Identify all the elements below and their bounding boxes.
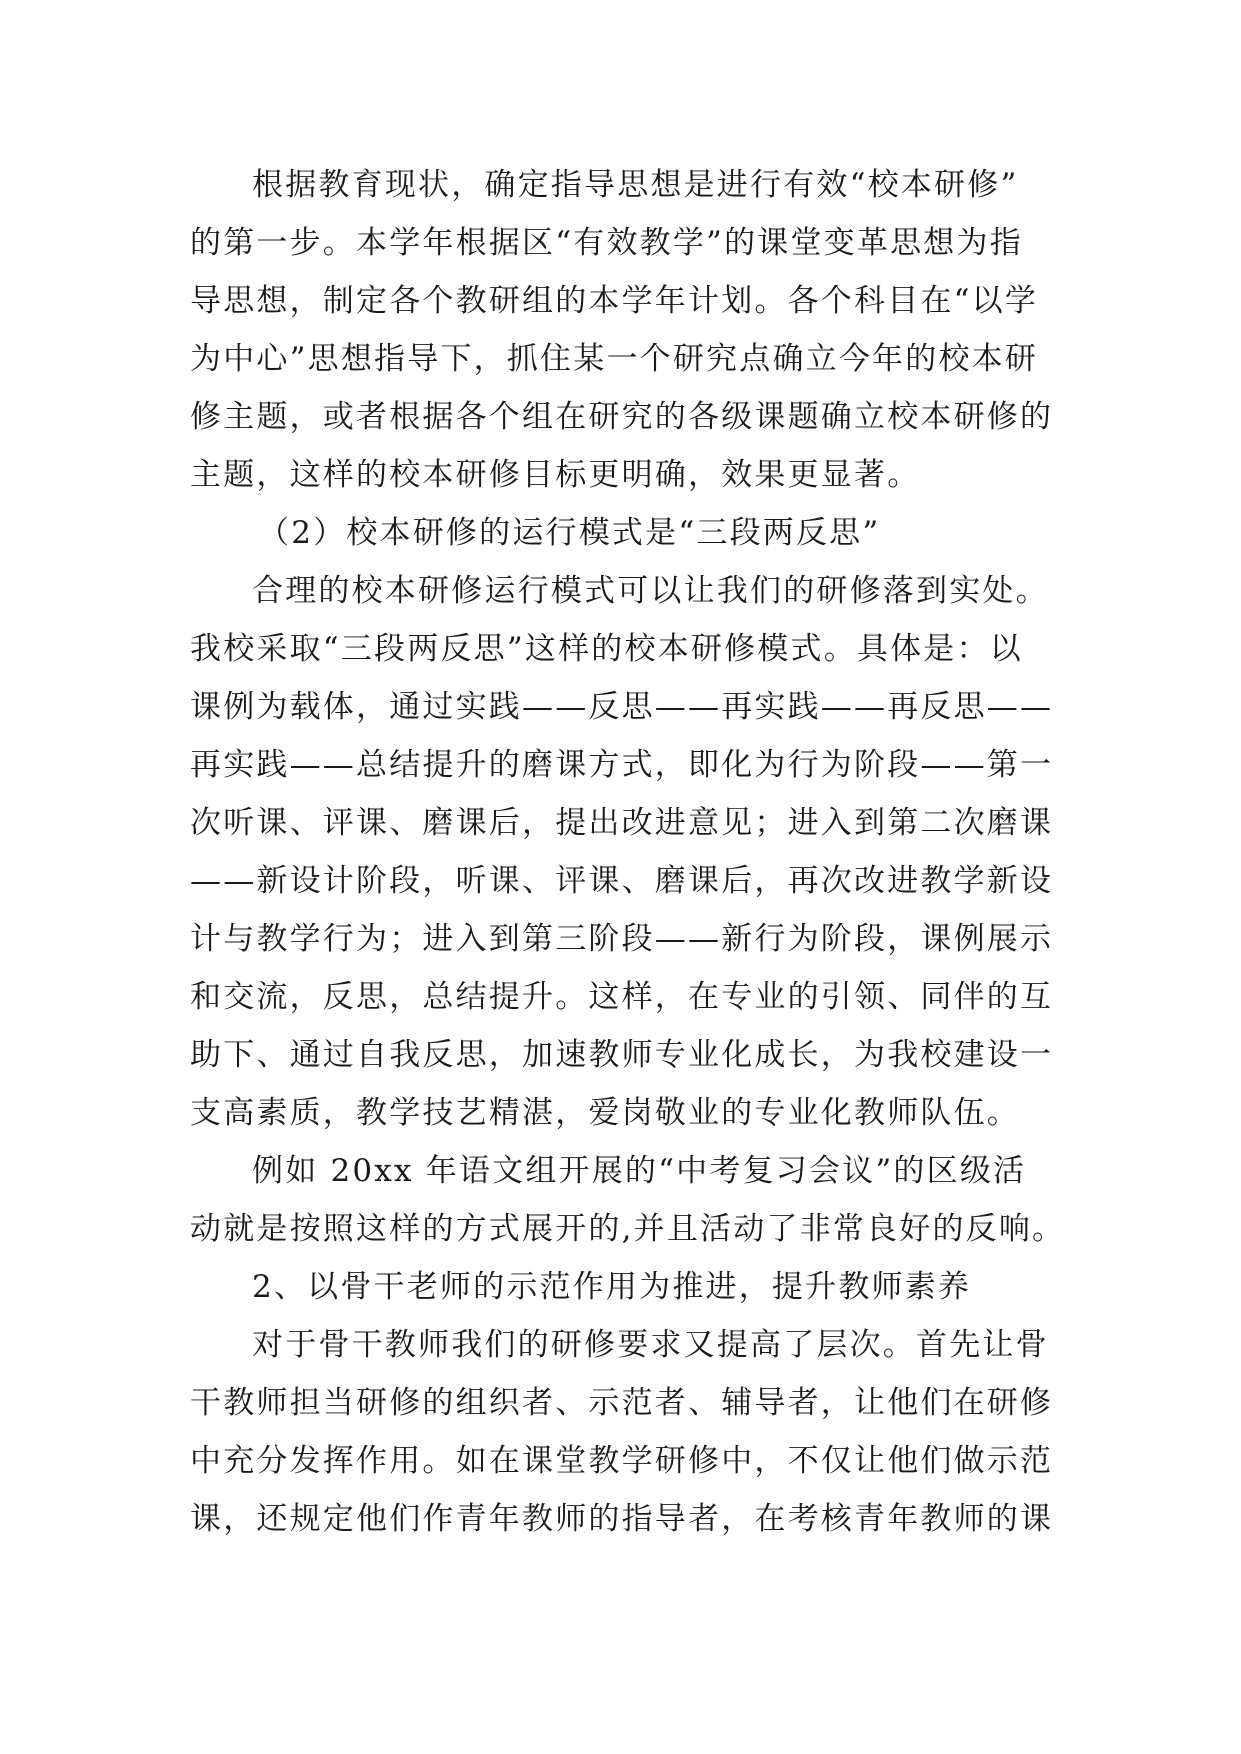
paragraph-2-line-7: 计与教学行为；进入到第三阶段——新行为阶段，课例展示	[190, 921, 1054, 957]
paragraph-2-line-1: 合理的校本研修运行模式可以让我们的研修落到实处。	[252, 573, 1049, 609]
paragraph-3-line-2: 动就是按照这样的方式展开的,并且活动了非常良好的反响。	[190, 1211, 1066, 1247]
paragraph-2-line-2: 我校采取“三段两反思”这样的校本研修模式。具体是：以	[190, 631, 1023, 667]
paragraph-1-line-2: 的第一步。本学年根据区“有效教学”的课堂变革思想为指	[190, 225, 1023, 261]
paragraph-1-line-3: 导思想，制定各个教研组的本学年计划。各个科目在“以学	[190, 283, 1039, 319]
paragraph-4-line-1: 对于骨干教师我们的研修要求又提高了层次。首先让骨	[252, 1327, 1049, 1363]
paragraph-1-line-5: 修主题，或者根据各个组在研究的各级课题确立校本研修的	[190, 399, 1054, 435]
paragraph-1-line-1: 根据教育现状，确定指导思想是进行有效“校本研修”	[252, 167, 1019, 203]
paragraph-2-line-9: 助下、通过自我反思，加速教师专业化成长，为我校建设一	[190, 1037, 1054, 1073]
paragraph-4-line-3: 中充分发挥作用。如在课堂教学研修中，不仅让他们做示范	[190, 1443, 1054, 1479]
paragraph-2-line-4: 再实践——总结提升的磨课方式，即化为行为阶段——第一	[190, 747, 1054, 783]
paragraph-2-line-6: ——新设计阶段，听课、评课、磨课后，再次改进教学新设	[190, 863, 1054, 899]
paragraph-1-line-6: 主题，这样的校本研修目标更明确，效果更显著。	[190, 457, 921, 493]
paragraph-2-line-10: 支高素质，教学技艺精湛，爱岗敬业的专业化教师队伍。	[190, 1095, 1020, 1131]
paragraph-2-line-8: 和交流，反思，总结提升。这样，在专业的引领、同伴的互	[190, 979, 1054, 1015]
paragraph-2-line-5: 次听课、评课、磨课后，提出改进意见；进入到第二次磨课	[190, 805, 1054, 841]
section-heading-3: 2、以骨干老师的示范作用为推进，提升教师素养	[252, 1269, 972, 1305]
paragraph-1-line-4: 为中心”思想指导下，抓住某一个研究点确立今年的校本研	[190, 341, 1039, 377]
paragraph-4-line-4: 课，还规定他们作青年教师的指导者，在考核青年教师的课	[190, 1501, 1054, 1537]
paragraph-2-line-3: 课例为载体，通过实践——反思——再实践——再反思——	[190, 689, 1054, 725]
section-heading-2: （2）校本研修的运行模式是“三段两反思”	[258, 515, 881, 551]
paragraph-3-line-1: 例如 20xx 年语文组开展的“中考复习会议”的区级活	[252, 1153, 1027, 1189]
paragraph-4-line-2: 干教师担当研修的组织者、示范者、辅导者，让他们在研修	[190, 1385, 1054, 1421]
